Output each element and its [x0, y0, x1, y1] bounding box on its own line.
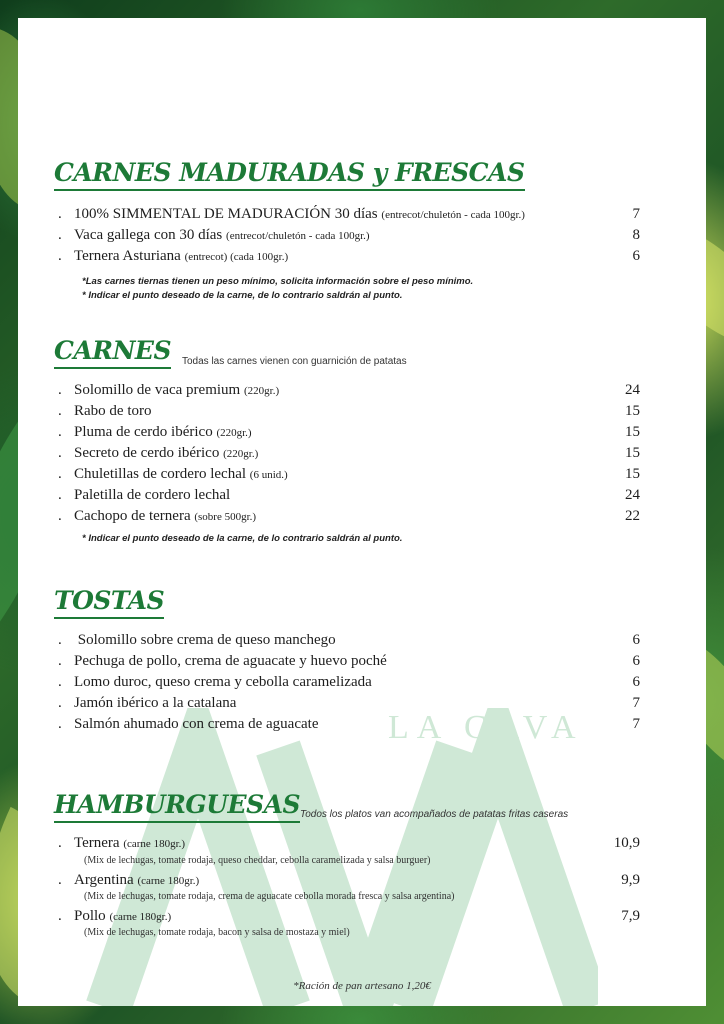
footnote-cooking: * Indicar el punto deseado de la carne, de lo contrario saldrán al punto.	[82, 290, 403, 301]
item-name: Solomillo sobre crema de queso manchego	[74, 632, 336, 648]
bullet: .	[58, 716, 62, 732]
item-name: Pluma de cerdo ibérico	[74, 424, 213, 440]
item-name: Chuletillas de cordero lechal	[74, 466, 247, 482]
menu-item	[18, 693, 706, 714]
item-name: Vaca gallega con 30 días	[74, 227, 223, 243]
menu-item	[18, 485, 706, 506]
section-title-maduradas: CARNES MADURADAS y FRESCAS	[54, 158, 525, 191]
item-price: 24	[625, 487, 640, 503]
item-price: 15	[625, 424, 640, 440]
menu-item	[18, 833, 706, 854]
section-subtitle-hamburguesas: Todos los platos van acompañados de patatas fritas caseras	[300, 809, 569, 820]
item-detail: (carne 180gr.)	[137, 875, 200, 887]
bullet: .	[58, 424, 62, 440]
item-name: Ternera	[74, 835, 120, 851]
bullet: .	[58, 487, 62, 503]
item-price: 6	[632, 248, 640, 264]
bread-note: *Ración de pan artesano 1,20€	[293, 980, 431, 992]
menu-item	[18, 464, 706, 485]
item-price: 10,9	[613, 835, 640, 851]
bullet: .	[58, 674, 62, 690]
bullet: .	[58, 248, 62, 264]
item-detail: (sobre 500gr.)	[194, 511, 257, 523]
item-price: 15	[625, 445, 640, 461]
item-price: 7	[632, 206, 640, 222]
item-name: Cachopo de ternera	[74, 508, 191, 524]
footnote-cooking: * Indicar el punto deseado de la carne, de lo contrario saldrán al punto.	[82, 533, 403, 544]
section-subtitle-carnes: Todas las carnes vienen con guarnición de patatas	[182, 356, 407, 367]
item-price: 6	[632, 632, 640, 648]
item-price: 15	[625, 403, 640, 419]
item-name: Rabo de toro	[74, 403, 152, 419]
item-price: 24	[625, 382, 640, 398]
menu-item	[18, 870, 706, 891]
item-name: Argentina	[74, 872, 134, 888]
item-price: 7	[632, 716, 640, 732]
item-detail: (entrecot/chuletón - cada 100gr.)	[381, 209, 525, 221]
item-detail: (220gr.)	[216, 427, 252, 439]
menu-page	[18, 18, 706, 1006]
menu-item	[18, 443, 706, 464]
item-detail: (carne 180gr.)	[109, 911, 172, 923]
item-price: 15	[625, 466, 640, 482]
menu-item	[18, 225, 706, 246]
item-name: 100% SIMMENTAL DE MADURACIÓN 30 días	[74, 206, 378, 222]
watermark-text: LA CAVA	[388, 709, 584, 746]
item-price: 6	[632, 674, 640, 690]
bullet: .	[58, 872, 62, 888]
bullet: .	[58, 227, 62, 243]
item-description: (Mix de lechugas, tomate rodaja, queso cheddar, cebolla caramelizada y salsa burguer)	[84, 855, 431, 866]
item-description: (Mix de lechugas, tomate rodaja, crema de aguacate cebolla morada fresca y salsa argentina)	[84, 891, 455, 902]
bullet: .	[58, 382, 62, 398]
bullet: .	[58, 206, 62, 222]
item-price: 8	[632, 227, 640, 243]
item-price: 9,9	[621, 872, 640, 888]
menu-item	[18, 204, 706, 225]
menu-item	[18, 672, 706, 693]
menu-item	[18, 630, 706, 651]
item-name: Secreto de cerdo ibérico	[74, 445, 220, 461]
menu-item	[18, 422, 706, 443]
menu-item	[18, 714, 706, 735]
menu-item	[18, 906, 706, 927]
section-title-hamburguesas: HAMBURGUESAS	[54, 790, 300, 823]
bullet: .	[58, 695, 62, 711]
menu-item	[18, 380, 706, 401]
footnote-weight: *Las carnes tiernas tienen un peso mínimo, solicita información sobre el peso mínimo.	[82, 276, 474, 287]
bullet: .	[58, 835, 62, 851]
item-name: Paletilla de cordero lechal	[74, 487, 231, 503]
item-detail: (carne 180gr.)	[123, 838, 186, 850]
bullet: .	[58, 403, 62, 419]
item-name: Pechuga de pollo, crema de aguacate y huevo poché	[74, 653, 387, 669]
bullet: .	[58, 653, 62, 669]
item-detail: (entrecot) (cada 100gr.)	[184, 251, 289, 263]
section-title-tostas: TOSTAS	[54, 586, 164, 619]
item-description: (Mix de lechugas, tomate rodaja, bacon y salsa de mostaza y miel)	[84, 927, 350, 938]
bullet: .	[58, 508, 62, 524]
menu-item	[18, 401, 706, 422]
item-detail: (220gr.)	[243, 385, 280, 397]
bullet: .	[58, 632, 62, 648]
item-name: Lomo duroc, queso crema y cebolla caramelizada	[74, 674, 372, 690]
item-name: Pollo	[74, 908, 106, 924]
section-title-carnes: CARNES	[54, 336, 171, 369]
menu-item	[18, 246, 706, 267]
item-name: Ternera Asturiana	[74, 248, 181, 264]
menu-item	[18, 506, 706, 527]
menu-item	[18, 651, 706, 672]
bullet: .	[58, 466, 62, 482]
item-detail: (entrecot/chuletón - cada 100gr.)	[226, 230, 370, 242]
item-name: Jamón ibérico a la catalana	[74, 695, 237, 711]
item-price: 7,9	[621, 908, 640, 924]
item-price: 22	[625, 508, 640, 524]
item-detail: (220gr.)	[223, 448, 259, 460]
item-price: 6	[632, 653, 640, 669]
bullet: .	[58, 908, 62, 924]
item-name: Solomillo de vaca premium	[74, 382, 241, 398]
item-detail: (6 unid.)	[249, 469, 288, 481]
item-price: 7	[632, 695, 640, 711]
bullet: .	[58, 445, 62, 461]
item-name: Salmón ahumado con crema de aguacate	[74, 716, 319, 732]
